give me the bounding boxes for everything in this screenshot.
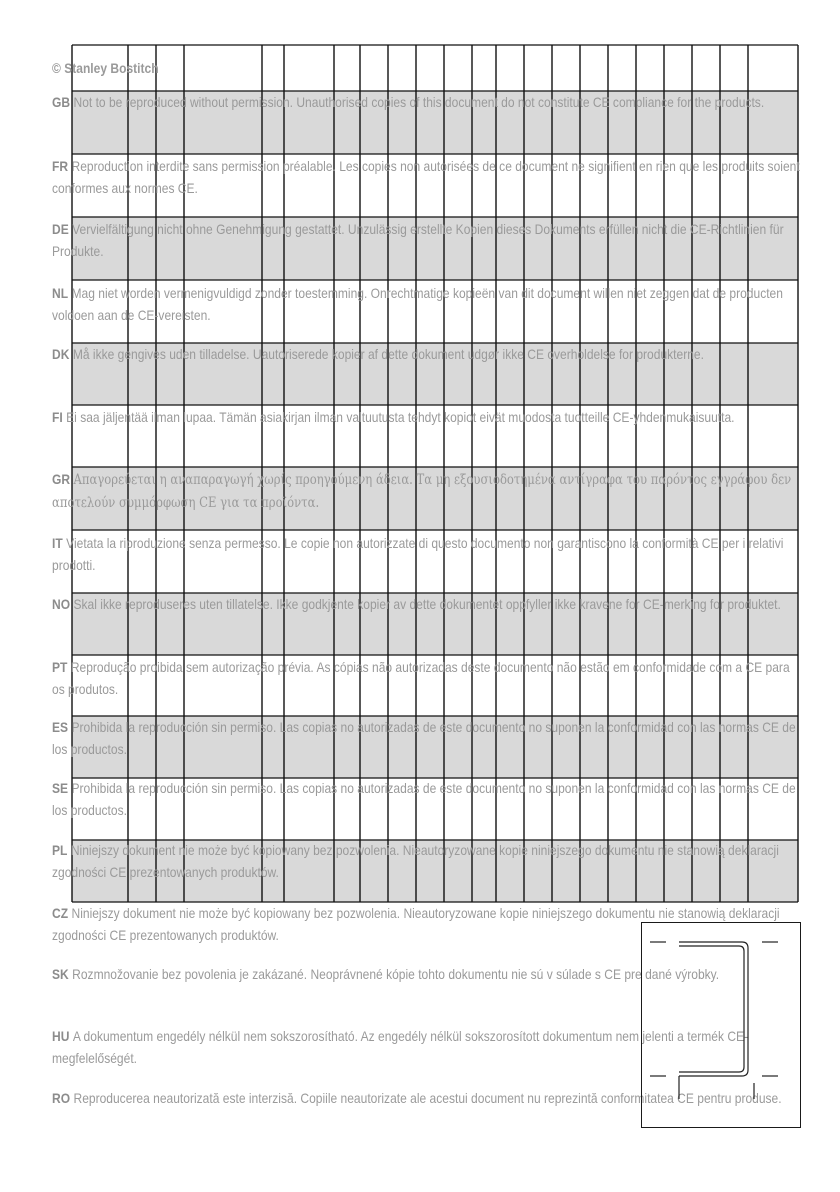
notice-de — [52, 218, 800, 262]
notice-text: A dokumentum engedély nélkül nem sokszorosítható. Az engedély nélkül sokszorosított dokumentum nem jelenti a termék CE-megfelelőségét. — [52, 1028, 749, 1066]
language-code: FR — [52, 158, 69, 174]
notice-text: Niniejszy dokument nie może być kopiowany bez pozwolenia. Nieautoryzowane kopie niniejszego dokumentu nie stanowią deklaracji zgodności CE prezentowanych produktów. — [52, 842, 779, 880]
notice-text: Απαγορεύεται η αναπαραγωγή χωρίς προηγούμενη άδεια. Τα μη εξουσιοδοτημένα αντίγραφα του παρόντος εγγράφου δεν αποτελούν συμμόρφωση CE για τα προϊόντα. — [52, 472, 792, 511]
notice-text: Prohibida la reproducción sin permiso. Las copias no autorizadas de este documento no suponen la conformidad con las normas CE de los productos. — [52, 780, 796, 818]
notice-it — [52, 532, 800, 576]
language-code: DK — [52, 346, 70, 362]
notice-text: Rozmnožovanie bez povolenia je zakázané. Neoprávnené kópie tohto dokumentu nie sú v súlade s CE pre dané výrobky. — [72, 966, 720, 982]
language-code: GR — [52, 471, 71, 487]
language-code: NO — [52, 596, 71, 612]
notice-text: Prohibida la reproducción sin permiso. Las copias no autorizadas de este documento no suponen la conformidad con las normas CE de los productos. — [52, 719, 796, 757]
notice-dk — [52, 343, 800, 365]
notice-pt — [52, 656, 800, 700]
notice-gr — [52, 468, 800, 514]
language-code: PT — [52, 659, 68, 675]
notice-nl — [52, 282, 800, 326]
language-code: RO — [52, 1090, 71, 1106]
notice-text: Ei saa jäljentää ilman lupaa. Tämän asiakirjan ilman valtuutusta tehdyt kopiot eivät muodosta tuotteille CE-yhdenmukaisuutta. — [66, 409, 735, 425]
notice-pl — [52, 839, 800, 883]
notice-fi — [52, 406, 800, 428]
notice-text: Reprodução proibida sem autorização prévia. As cópias não autorizadas deste documento não estão em conformidade com a CE para os produtos. — [52, 659, 790, 697]
notice-no — [52, 593, 800, 615]
notice-es — [52, 716, 800, 760]
language-code: HU — [52, 1028, 70, 1044]
language-code: FI — [52, 409, 63, 425]
notice-text: Niniejszy dokument nie może być kopiowany bez pozwolenia. Nieautoryzowane kopie niniejszego dokumentu nie stanowią deklaracji zgodności CE prezentowanych produktów. — [52, 905, 780, 943]
notice-text: Vervielfältigung nicht ohne Genehmigung gestattet. Unzulässig erstellte Kopien dieses Dokuments erfüllen nicht die CE-Richtlinien für Produkte. — [52, 221, 784, 259]
language-code: GB — [52, 94, 71, 110]
language-code: SK — [52, 966, 69, 982]
notice-text: Vietata la riproduzione senza permesso. Le copie non autorizzate di questo documento non garantiscono la conformità CE per i relativi prodotti. — [52, 535, 784, 573]
notice-text: Skal ikke reproduseres uten tillatelse. Ikke godkjente kopier av dette dokumentet oppfyller ikke kravene for CE-merking for produktet. — [73, 596, 781, 612]
notice-text: Mag niet worden vermenigvuldigd zonder toestemming. Onrechtmatige kopieën van dit document willen niet zeggen dat de producten voldoen aan de CE-vereisten. — [52, 285, 783, 323]
notice-gb — [52, 91, 800, 113]
notice-text: Reproduction interdite sans permission préalable. Les copies non autorisées de ce document ne signifient en rien que les produits soient conformes aux normes CE. — [52, 158, 800, 196]
language-code: NL — [52, 285, 69, 301]
notice-fr — [52, 155, 800, 199]
notice-text: Reproducerea neautorizată este interzisă. Copiile neautorizate ale acestui document nu reprezintă conformitatea CE pentru produse. — [73, 1090, 782, 1106]
language-code: PL — [52, 842, 68, 858]
language-code: CZ — [52, 905, 69, 921]
notice-text: Not to be reproduced without permission. Unauthorised copies of this document do not constitute CE compliance for the products. — [73, 94, 765, 110]
language-code: DE — [52, 221, 69, 237]
notice-text: Må ikke gengives uden tilladelse. Uautoriserede kopier af dette dokument udgør ikke CE overholdelse for produkterne. — [72, 346, 704, 362]
language-code: SE — [52, 780, 69, 796]
staple-icon — [642, 923, 800, 1127]
staple-diagram-box — [641, 922, 801, 1128]
language-code: ES — [52, 719, 69, 735]
notice-se — [52, 777, 800, 821]
language-code: IT — [52, 535, 63, 551]
copyright-notice: © Stanley Bostitch — [52, 60, 159, 76]
